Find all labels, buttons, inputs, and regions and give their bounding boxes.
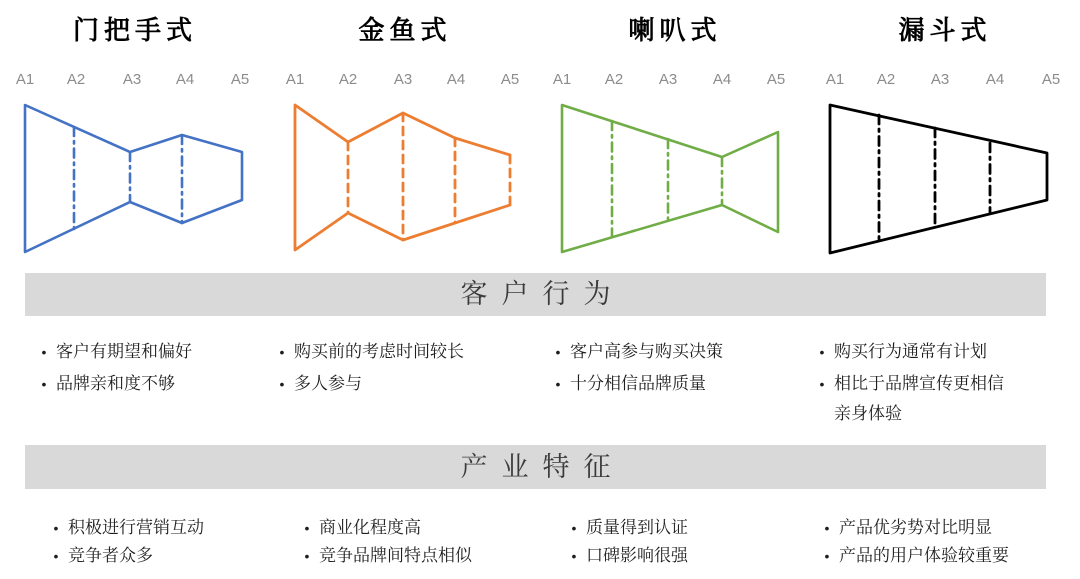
stage-label: A3 (122, 71, 142, 88)
bullet-icon: • (824, 520, 830, 536)
industry-traits-goldfish (270, 514, 540, 570)
bullet-icon: • (41, 344, 47, 360)
list-item-text: 相比于品牌宣传更相信亲身体验 (834, 374, 1004, 423)
list-item (44, 542, 270, 570)
list-item-text: 购买前的考虑时间较长 (294, 342, 464, 361)
funnel-shape (830, 105, 1047, 253)
list-item (562, 542, 810, 570)
list-item-text: 客户有期望和偏好 (56, 342, 192, 361)
list-item (810, 337, 1080, 367)
funnel-outline (830, 105, 1047, 253)
list-item-text: 积极进行营销互动 (68, 518, 204, 537)
list-item (270, 369, 540, 399)
stage-label: A5 (500, 71, 520, 88)
stage-label: A4 (175, 71, 195, 88)
stage-axis (0, 71, 270, 91)
bullet-icon: • (304, 548, 310, 564)
industry-traits-header: 产业特征 (25, 445, 1046, 489)
customer-behavior-trumpet (540, 337, 810, 401)
funnel-shape-svg (540, 95, 810, 265)
stage-axis (540, 71, 810, 91)
list-item-text: 竞争者众多 (68, 546, 153, 565)
funnel-column-funnel (810, 0, 1080, 270)
list-item (32, 337, 270, 367)
stage-label: A5 (1041, 71, 1061, 88)
stage-label: A2 (604, 71, 624, 88)
stage-label: A2 (338, 71, 358, 88)
bullet-icon: • (819, 344, 825, 360)
industry-traits-doorhandle (0, 514, 270, 570)
stage-divider-lines (74, 127, 182, 229)
funnel-title: 金鱼式 (358, 15, 452, 45)
list-item-text: 十分相信品牌质量 (570, 374, 706, 393)
bullet-icon: • (279, 344, 285, 360)
funnel-title: 门把手式 (72, 15, 197, 45)
stage-label: A2 (66, 71, 86, 88)
list-item (295, 542, 540, 570)
customer-behavior-funnel (810, 337, 1080, 431)
bullet-icon: • (53, 548, 59, 564)
funnel-shape-svg (810, 95, 1080, 265)
list-item-text: 口碑影响很强 (586, 546, 688, 565)
stage-axis (810, 71, 1080, 91)
list-item (546, 369, 810, 399)
list-item-text: 客户高参与购买决策 (570, 342, 723, 361)
bullet-icon: • (279, 376, 285, 392)
bullet-icon: • (571, 520, 577, 536)
bullet-icon: • (824, 548, 830, 564)
stage-label: A2 (876, 71, 896, 88)
bullet-icon: • (41, 376, 47, 392)
customer-behavior-header: 客户行为 (25, 273, 1046, 316)
list-item-text: 商业化程度高 (319, 518, 421, 537)
list-item-text: 竞争品牌间特点相似 (319, 546, 472, 565)
list-item (44, 514, 270, 542)
stage-divider-lines (612, 121, 722, 237)
customer-behavior-doorhandle (0, 337, 270, 401)
stage-label: A3 (930, 71, 950, 88)
doorhandle-shape (25, 105, 242, 252)
stage-label: A5 (766, 71, 786, 88)
list-item-text: 质量得到认证 (586, 518, 688, 537)
list-item (810, 369, 1080, 429)
list-item (295, 514, 540, 542)
stage-label: A3 (393, 71, 413, 88)
list-item-text: 购买行为通常有计划 (834, 342, 987, 361)
funnel-title: 喇叭式 (628, 15, 722, 45)
list-item-text: 产品优劣势对比明显 (839, 518, 992, 537)
list-item (815, 514, 1080, 542)
funnel-column-goldfish (270, 0, 540, 270)
stage-label: A1 (825, 71, 845, 88)
stage-label: A5 (230, 71, 250, 88)
list-item-text: 品牌亲和度不够 (56, 374, 175, 393)
stage-label: A1 (552, 71, 572, 88)
stage-axis (270, 71, 540, 91)
stage-label: A3 (658, 71, 678, 88)
list-item (562, 514, 810, 542)
stage-label: A1 (15, 71, 35, 88)
funnel-column-trumpet (540, 0, 810, 270)
funnel-shape-svg (0, 95, 270, 265)
list-item (815, 542, 1080, 570)
stage-divider-lines (879, 115, 990, 242)
list-item (546, 337, 810, 367)
funnel-title: 漏斗式 (898, 15, 992, 45)
bullet-icon: • (555, 344, 561, 360)
list-item (32, 369, 270, 399)
funnel-shape-svg (270, 95, 540, 265)
customer-behavior-goldfish (270, 337, 540, 401)
bullet-icon: • (304, 520, 310, 536)
bullet-icon: • (555, 376, 561, 392)
list-item (270, 337, 540, 367)
funnel-column-doorhandle (0, 0, 270, 270)
industry-traits-trumpet (540, 514, 810, 570)
bullet-icon: • (53, 520, 59, 536)
stage-label: A4 (712, 71, 732, 88)
trumpet-shape (562, 105, 778, 252)
goldfish-shape (295, 105, 510, 250)
stage-label: A1 (285, 71, 305, 88)
list-item-text: 多人参与 (294, 374, 362, 393)
industry-traits-funnel (810, 514, 1080, 570)
stage-label: A4 (985, 71, 1005, 88)
funnel-outline (562, 105, 778, 252)
stage-label: A4 (446, 71, 466, 88)
bullet-icon: • (571, 548, 577, 564)
funnel-outline (25, 105, 242, 252)
bullet-icon: • (819, 376, 825, 392)
list-item-text: 产品的用户体验较重要 (839, 546, 1009, 565)
